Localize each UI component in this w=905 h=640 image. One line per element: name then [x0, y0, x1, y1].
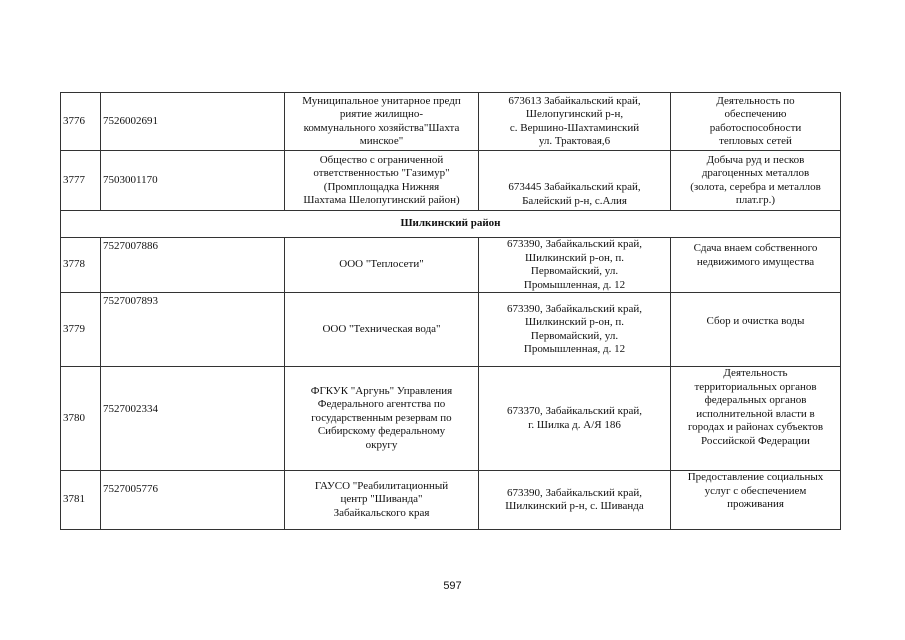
address [479, 293, 671, 367]
activity-line: плат.гр.) [735, 194, 776, 206]
registry-table [60, 92, 841, 530]
address-line: Шилкинский р-он, п. [524, 316, 625, 328]
name-line: минское" [359, 135, 404, 147]
activity-line: Предоставление социальных [687, 471, 824, 483]
name-line: ответственностью "Газимур" [313, 167, 450, 179]
activity-line: Сбор и очистка воды [706, 315, 805, 327]
name-line: риятие жилищно- [339, 108, 424, 120]
organization-name [285, 293, 479, 367]
district-header: Шилкинский район [61, 211, 841, 238]
name-line: ООО "Теплосети" [339, 258, 424, 271]
activity-line: исполнительной власти в [696, 407, 815, 420]
activity-line: Сдача внаем собственного [693, 242, 818, 254]
address-line: 673390, Забайкальский край, [506, 486, 643, 499]
activity-line: федеральных органов [704, 394, 807, 406]
name-line: ФГКУК "Аргунь" Управления [310, 384, 453, 397]
address-line: Шилкинский р-он, п. [524, 251, 625, 264]
activity-line: услуг с обеспечением [704, 484, 807, 497]
table-row [61, 367, 841, 471]
row-number: 3777 [61, 151, 101, 211]
activity-line: (золота, серебра и металлов [690, 180, 821, 193]
name-line: государственным резервам по [311, 411, 452, 424]
address-line: Промышленная, д. 12 [523, 278, 626, 291]
inn-code: 7527007886 [101, 238, 285, 293]
table-row [61, 238, 841, 293]
inn-code: 7527007893 [101, 293, 285, 367]
inn-code: 7503001170 [101, 151, 285, 211]
name-line: центр "Шиванда" [340, 493, 423, 506]
address-line: г. Шилка д. А/Я 186 [528, 418, 621, 431]
name-line: ГАУСО "Реабилитационный [314, 479, 449, 492]
activity-line: городах и районах субъектов [687, 421, 824, 433]
address-line: 673370, Забайкальский край, [506, 405, 643, 417]
activity-line: тепловых сетей [719, 135, 792, 147]
activity-line: работоспособности [709, 121, 802, 134]
name-line: округу [365, 438, 398, 451]
activity [671, 471, 841, 530]
activity [671, 367, 841, 471]
address-line: с. Вершино-Шахтаминский [509, 121, 640, 134]
table-row [61, 293, 841, 367]
district-row [61, 211, 841, 238]
activity-line: обеспечению [724, 108, 787, 120]
address-line: 673390, Забайкальский край, [506, 302, 643, 315]
address [479, 93, 671, 151]
organization-name [285, 471, 479, 530]
inn-code: 7527005776 [101, 471, 285, 530]
address [479, 471, 671, 530]
address-line: Балейский р-н, с.Алия [522, 194, 627, 207]
address [479, 238, 671, 293]
activity-line: территориальных органов [694, 380, 817, 393]
activity-line: недвижимого имущества [696, 255, 815, 268]
address-line: Шелопугинский р-н, [525, 108, 624, 120]
page-number: 597 [443, 580, 462, 592]
organization-name [285, 238, 479, 293]
table-row [61, 151, 841, 211]
name-line: Муниципальное унитарное предп [302, 94, 461, 107]
inn-code: 7526002691 [101, 93, 285, 151]
table-row [61, 93, 841, 151]
address-line: 673613 Забайкальский край, [508, 94, 641, 107]
name-line: коммунального хозяйства"Шахта [303, 121, 460, 134]
address-line: Первомайский, ул. [530, 329, 619, 342]
address-line: Шилкинский р-н, с. Шиванда [505, 500, 644, 512]
address-line: 673445 Забайкальский край, [508, 181, 641, 193]
inn-code: 7527002334 [101, 367, 285, 471]
address [479, 151, 671, 211]
activity-line: Добыча руд и песков [706, 153, 805, 166]
row-number: 3778 [61, 238, 101, 293]
address [479, 367, 671, 471]
organization-name [285, 151, 479, 211]
activity [671, 293, 841, 367]
activity-line: Российской Федерации [701, 434, 810, 447]
activity [671, 238, 841, 293]
organization-name [285, 93, 479, 151]
address-line: 673390, Забайкальский край, [506, 238, 643, 250]
address-line: ул. Трактовая,6 [538, 135, 611, 147]
name-line: Забайкальского края [333, 506, 430, 519]
row-number: 3780 [61, 367, 101, 471]
address-line: Промышленная, д. 12 [523, 343, 626, 355]
table-row [61, 471, 841, 530]
activity-line: Деятельность [723, 367, 788, 379]
activity [671, 151, 841, 211]
organization-name [285, 367, 479, 471]
row-number: 3779 [61, 293, 101, 367]
activity-line: проживания [727, 498, 784, 510]
name-line: Сибирскому федеральному [317, 425, 446, 438]
name-line: (Промплощадка Нижняя [323, 180, 440, 193]
name-line: Общество с ограниченной [319, 153, 444, 166]
row-number: 3776 [61, 93, 101, 151]
address-line: Первомайский, ул. [530, 265, 619, 277]
name-line: Шахтама Шелопугинский район) [303, 194, 460, 206]
name-line: ООО "Техническая вода" [322, 322, 441, 335]
activity-line: драгоценных металлов [701, 167, 810, 179]
activity-line: Деятельность по [716, 94, 795, 107]
row-number: 3781 [61, 471, 101, 530]
name-line: Федерального агентства по [317, 398, 446, 411]
activity [671, 93, 841, 151]
